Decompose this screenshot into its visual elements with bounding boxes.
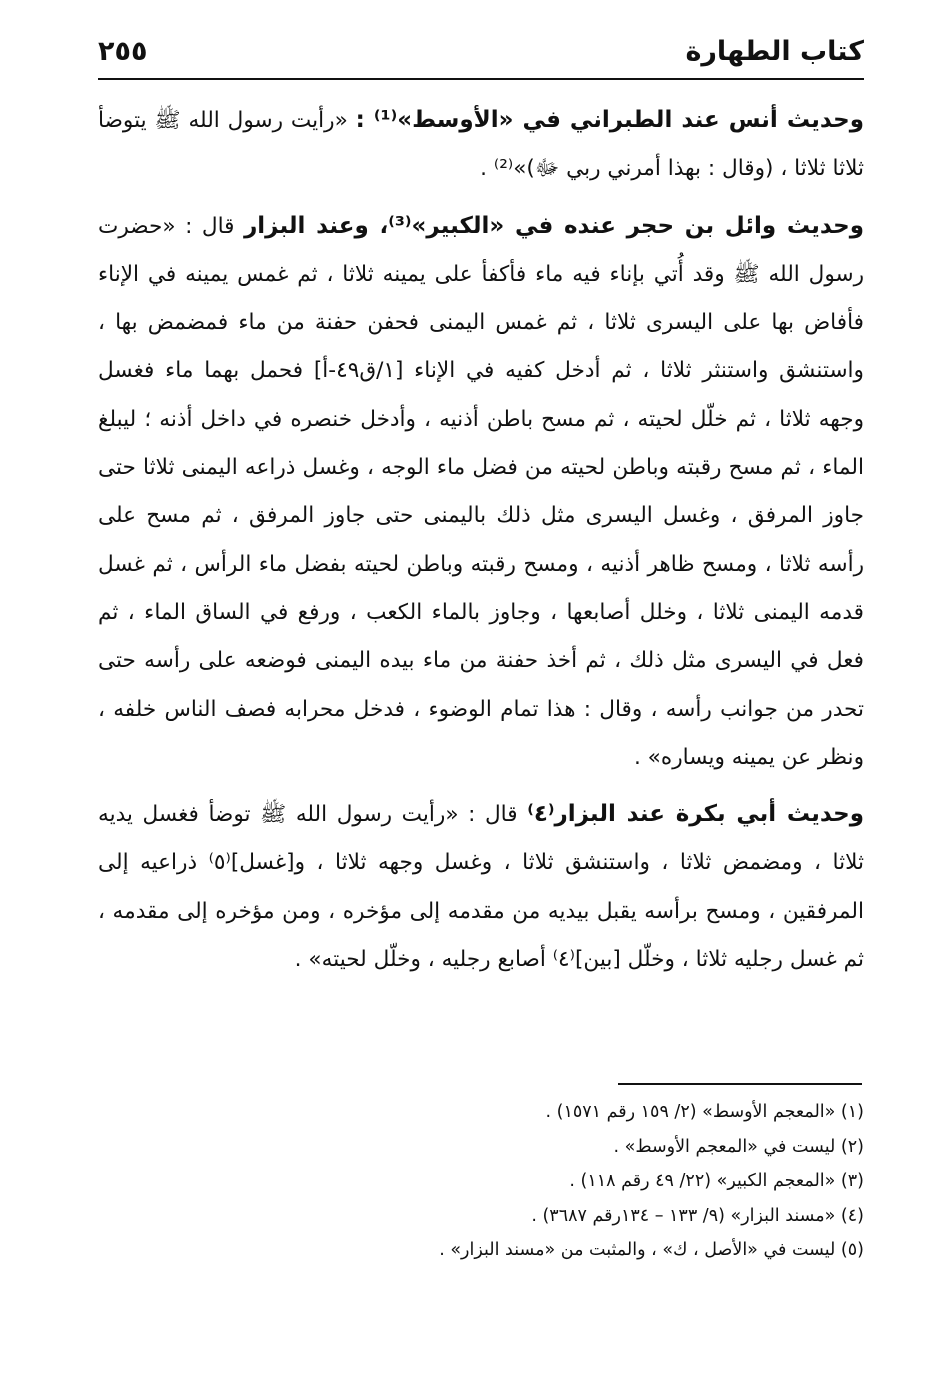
page-header (98, 34, 864, 80)
footnote-2: (٢) ليست في «المعجم الأوسط» . (613, 1136, 864, 1157)
footnote-5: (٥) ليست في «الأصل ، ك» ، والمثبت من «مسند البزار» . (439, 1240, 864, 1260)
main-text (98, 96, 864, 984)
paragraph-abi-bakra (98, 790, 864, 984)
running-title: كتاب الطهارة (685, 36, 864, 67)
paragraph-lead: وحديث أبي بكرة عند البزار⁽٤⁾ (527, 801, 864, 828)
paragraph-lead: وحديث أنس عند الطبراني في «الأوسط»⁽¹⁾ : (355, 107, 864, 133)
footnote-1: (١) «المعجم الأوسط» (٢/ ١٥٩ رقم ١٥٧١) . (545, 1102, 864, 1122)
paragraph-body: «رأيت رسول الله ﷺ يتوضأ ثلاثا ثلاثا ، (وقال : بهذا أمرني ربي ﷻ)»⁽²⁾ . (98, 108, 864, 182)
page-number: ٢٥٥ (98, 36, 148, 67)
footnote-divider (618, 1083, 862, 1085)
paragraph-body: قال : «رأيت رسول الله ﷺ توضأ فغسل يديه ثلاثا ، ومضمض ثلاثا ، واستنشق ثلاثا ، وغسل وجهه ثلاثا ، و[غسل]⁽٥⁾ ذراعيه إلى المرفقين ، ومسح برأسه يقبل بيديه من مقدمه إلى مؤخره ، ومن مؤخره إلى مقدمه ، ثم غسل رجليه ثلاثا ، وخلّل [بين]⁽٤⁾ أصابع رجليه ، وخلّل لحيته» . (98, 802, 864, 973)
paragraph-lead: وحديث وائل بن حجر عنده في «الكبير»⁽³⁾، وعند البزار (244, 212, 864, 239)
footnote-3: (٣) «المعجم الكبير» (٢٢/ ٤٩ رقم ١١٨) . (569, 1171, 864, 1191)
paragraph-wail (98, 202, 864, 783)
footnote-4: (٤) «مسند البزار» (٩/ ١٣٣ – ١٣٤رقم ٣٦٨٧) . (531, 1205, 864, 1226)
paragraph-anas (98, 96, 864, 194)
paragraph-body: قال : «حضرت رسول الله ﷺ وقد أُتي بإناء فيه ماء فأكفأ على يمينه ثلاثا ، ثم غمس يمينه في الإناء فأفاض بها على اليسرى ثلاثا ، ثم غمس اليمنى فحفن حفنة من ماء فمضمض بها ، واستنشق واستنثر ثلاثا ، ثم أدخل كفيه في الإناء [١/ق٤٩-أ] فحمل بهما ماء فغسل وجهه ثلاثا ، ثم خلّل لحيته ، ثم مسح باطن أذنيه ، وأدخل خنصره في داخل أذنه ؛ ليبلغ الماء ، ثم مسح رقبته وباطن لحيته من فضل ماء الوجه ، وغسل ذراعه اليمنى ثلاثا حتى جاوز المرفق ، وغسل اليسرى مثل ذلك باليمنى حتى جاوز المرفق ، ثم مسح على رأسه ثلاثا ، ومسح ظاهر أذنيه ، ومسح رقبته وباطن لحيته بفضل ماء الرأس ، ثم غسل قدمه اليمنى ثلاثا ، وخلل أصابعها ، وجاوز بالماء الكعب ، ورفع في الساق الماء ، ثم فعل في اليسرى مثل ذلك ، ثم أخذ حفنة من ماء بيده اليمنى فوضعه على رأسه حتى تحدر من جوانب رأسه ، وقال : هذا تمام الوضوء ، فدخل محرابه فصف الناس خلفه ، ونظر عن يمينه ويساره» . (98, 213, 864, 770)
footnotes (98, 1095, 864, 1268)
